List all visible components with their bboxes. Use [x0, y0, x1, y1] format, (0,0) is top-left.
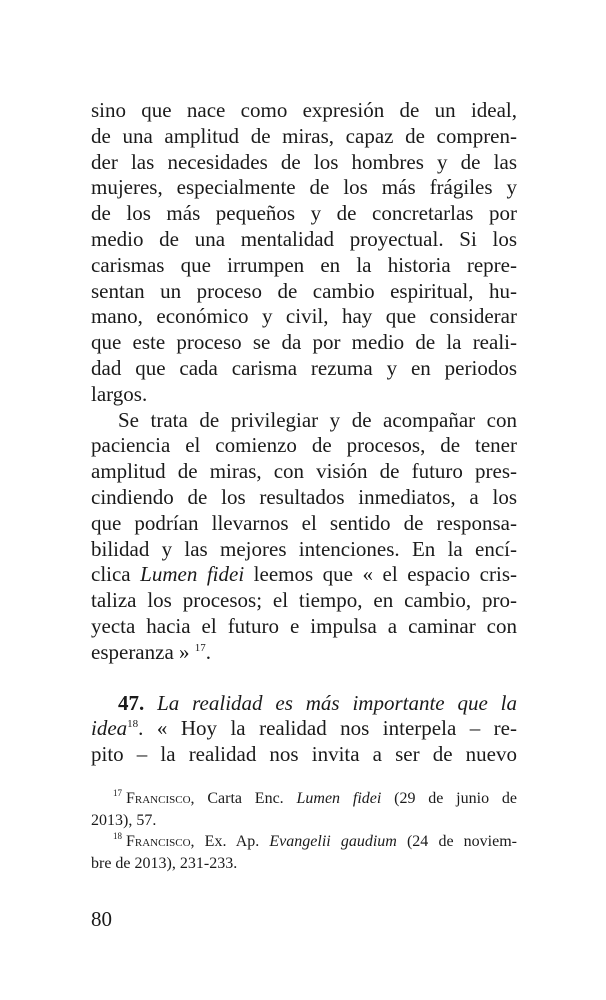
text-run: esperanza » — [91, 639, 195, 664]
text-run: . « Hoy la realidad nos interpela – re- — [138, 716, 517, 741]
footnote-line — [91, 831, 517, 853]
text-line: taliza los procesos; el tiempo, en cambio, pro- — [91, 588, 517, 613]
page-number: 80 — [91, 907, 112, 931]
document-title-italic: Lumen fidei — [140, 562, 245, 587]
text-line: medio de una mentalidad proyectual. Si los — [91, 226, 517, 251]
footnote-author: Francisco — [126, 833, 191, 851]
paragraph — [91, 408, 517, 666]
document-title-italic: Evangelii gaudium — [269, 833, 397, 851]
text-line: carismas que irrumpen en la historia repre- — [91, 252, 517, 277]
footnote-line: bre de 2013), 231-233. — [91, 854, 238, 872]
text-line: pito – la realidad nos invita a ser de nuevo — [91, 742, 517, 767]
text-line: amplitud de miras, con visión de futuro pres- — [91, 459, 517, 484]
text-line: mujeres, especialmente de los más frágiles y — [91, 175, 517, 200]
paragraph — [91, 98, 517, 408]
section-47 — [91, 691, 517, 768]
text-line: mano, económico y civil, hay que considerar — [91, 304, 517, 329]
text-line — [91, 562, 517, 588]
footnote — [91, 788, 517, 831]
text-line: cindiendo de los resultados inmediatos, a los — [91, 484, 517, 509]
text-line: dad que cada carisma rezuma y en periodos — [91, 355, 517, 380]
text-run: , Ex. Ap. — [190, 833, 270, 851]
body-text — [91, 98, 517, 768]
text-line: largos. — [91, 381, 148, 406]
footnote-author: Francisco — [126, 790, 191, 807]
text-line: paciencia el comienzo de procesos, de tener — [91, 433, 517, 458]
footnote-reference: 18 — [127, 718, 139, 731]
text-line: de los más pequeños y de concretarlas por — [91, 201, 517, 226]
text-line: der las necesidades de los hombres y de las — [91, 149, 517, 174]
footnotes — [91, 788, 517, 874]
footnote-line: 2013), 57. — [91, 811, 157, 829]
section-number: 47. — [118, 690, 145, 715]
text-run: (24 de noviem- — [396, 833, 518, 851]
text-run: leemos que « el espacio cris- — [244, 562, 517, 587]
footnote-number: 17 — [113, 788, 122, 798]
text-line — [91, 691, 517, 717]
text-line: bilidad y las mejores intenciones. En la encí- — [91, 536, 517, 561]
text-run: clica — [91, 562, 141, 587]
text-line: que este proceso se da por medio de la reali- — [91, 330, 517, 355]
document-title-italic: Lumen fidei — [296, 790, 382, 807]
text-line: yecta hacia el futuro e impulsa a caminar con — [91, 613, 517, 638]
text-line: Se trata de privilegiar y de acompañar con — [118, 407, 517, 432]
text-line: de una amplitud de miras, capaz de compren- — [91, 123, 517, 148]
text-line — [91, 640, 517, 666]
footnote — [91, 831, 517, 874]
text-run: , Carta Enc. — [190, 790, 297, 807]
section-spacer — [91, 666, 517, 691]
section-heading: La realidad es más importante que la — [144, 690, 517, 715]
footnote-line — [91, 788, 517, 810]
text-run: (29 de junio de — [381, 790, 517, 807]
section-heading: idea — [91, 716, 128, 741]
footnote-number: 18 — [113, 831, 122, 842]
text-line: sino que nace como expresión de un ideal, — [91, 98, 517, 122]
text-line: que podrían llevarnos el sentido de responsa- — [91, 510, 517, 535]
footnote-reference: 17 — [194, 641, 206, 654]
text-line — [91, 716, 517, 742]
text-run: . — [205, 639, 212, 664]
text-line: sentan un proceso de cambio espiritual, hu- — [91, 278, 517, 303]
